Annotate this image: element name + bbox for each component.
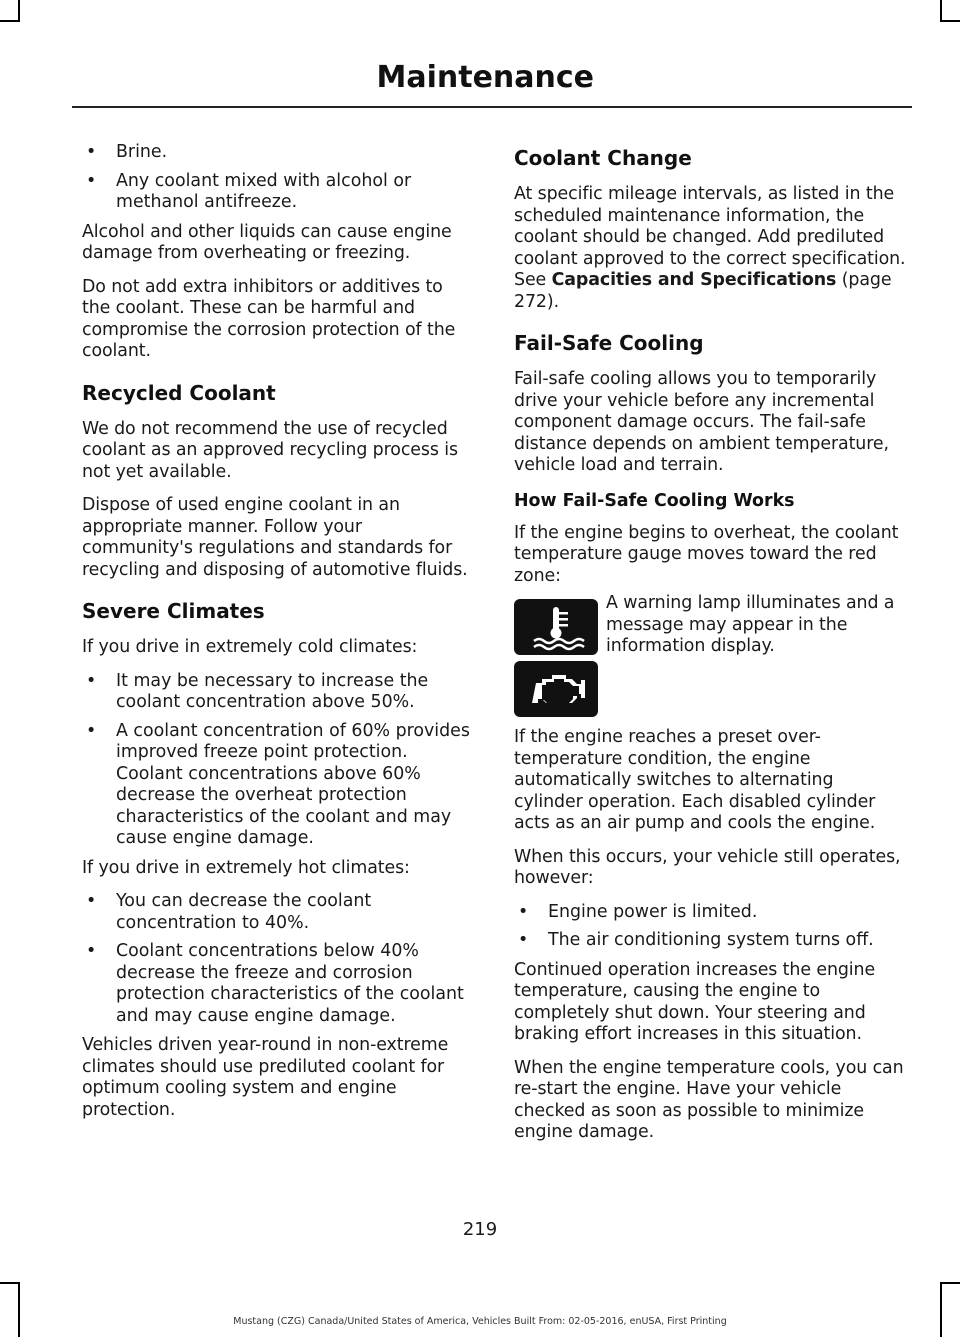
- crop-mark: [940, 0, 942, 22]
- page-title: Maintenance: [376, 60, 594, 95]
- right-column: [514, 142, 906, 1156]
- section-heading: Recycled Coolant: [82, 380, 276, 405]
- paragraph: When this occurs, your vehicle still operates, however:: [514, 846, 901, 888]
- paragraph: If you drive in extremely hot climates:: [82, 857, 410, 878]
- list-item: • It may be necessary to increase the coolant concentration above 50%.: [86, 670, 429, 712]
- crop-mark: [18, 0, 20, 22]
- paragraph: We do not recommend the use of recycled coolant as an approved recycling process is not yet available.: [82, 418, 458, 482]
- list-item: • Any coolant mixed with alcohol or methanol antifreeze.: [86, 170, 412, 212]
- paragraph: If you drive in extremely cold climates:: [82, 637, 418, 657]
- paragraph: Dispose of used engine coolant in an appropriate manner. Follow your community's regulations and standards for recycling and disposing of automotive fluids.: [82, 495, 468, 580]
- bullet-list: [82, 891, 474, 1027]
- crop-mark: [940, 1282, 942, 1337]
- left-column: [82, 142, 474, 1133]
- paragraph: If the engine begins to overheat, the coolant temperature gauge moves toward the red zone:: [514, 522, 899, 586]
- section-heading: Severe Climates: [82, 599, 265, 623]
- bullet-list: [82, 142, 474, 214]
- paragraph: If the engine reaches a preset over-temperature condition, the engine automatically switches to alternating cylinder operation. Each disabled cylinder acts as an air pump and cools the engine.: [514, 727, 876, 833]
- paragraph: Vehicles driven year-round in non-extreme climates should use prediluted coolant for optimum cooling system and engine protection.: [82, 1035, 449, 1120]
- coolant-temperature-warning-icon: [514, 599, 598, 655]
- cross-reference-link[interactable]: Capacities and Specifications: [551, 270, 837, 290]
- header-divider: [72, 106, 912, 108]
- crop-mark: [940, 1282, 960, 1284]
- list-item: • The air conditioning system turns off.: [518, 930, 874, 950]
- lamp-description: A warning lamp illuminates and a message may appear in the information display.: [606, 593, 895, 656]
- crop-mark: [940, 20, 960, 22]
- list-item: • Coolant concentrations below 40% decrease the freeze and corrosion protection characteristics of the coolant and may cause engine damage.: [86, 941, 464, 1026]
- crop-mark: [18, 1282, 20, 1337]
- list-item: • Brine.: [86, 142, 168, 162]
- crop-mark: [0, 1282, 20, 1284]
- crop-mark: [0, 20, 20, 22]
- paragraph: Continued operation increases the engine temperature, causing the engine to completely shut down. Your steering and braking effort increases in this situation.: [514, 959, 876, 1044]
- paragraph: Fail-safe cooling allows you to temporarily drive your vehicle before any incremental component damage occurs. The fail-safe distance depends on ambient temperature, vehicle load and terrain.: [514, 369, 889, 475]
- list-item: • You can decrease the coolant concentration to 40%.: [86, 891, 372, 933]
- section-heading: Coolant Change: [514, 146, 692, 170]
- bullet-list: [514, 902, 906, 952]
- paragraph: When the engine temperature cools, you can re-start the engine. Have your vehicle checked as soon as possible to minimize engine damage.: [514, 1057, 904, 1142]
- paragraph: Alcohol and other liquids can cause engine damage from overheating or freezing.: [82, 221, 452, 263]
- bullet-list: [82, 671, 474, 850]
- list-item: • A coolant concentration of 60% provides improved freeze point protection. Coolant concentrations above 60% decrease the overheat protection characteristics of the coolant and may cause engine damage.: [86, 720, 470, 848]
- check-engine-icon: [514, 661, 598, 717]
- paragraph: At specific mileage intervals, as listed in the scheduled maintenance information, the coolant should be changed. Add prediluted coolant approved to the correct specification. See Capacities and Specifications (page 272).: [514, 184, 906, 312]
- paragraph: Do not add extra inhibitors or additives to the coolant. These can be harmful and compromise the corrosion protection of the coolant.: [82, 276, 456, 361]
- list-item: • Engine power is limited.: [518, 901, 758, 922]
- subsection-heading: How Fail-Safe Cooling Works: [514, 490, 795, 511]
- page-number: 219: [462, 1219, 498, 1240]
- page-footer: Mustang (CZG) Canada/United States of America, Vehicles Built From: 02-05-2016, enUSA, First Printing: [233, 1316, 727, 1327]
- section-heading: Fail-Safe Cooling: [514, 331, 704, 355]
- warning-lamp-block: [514, 593, 906, 711]
